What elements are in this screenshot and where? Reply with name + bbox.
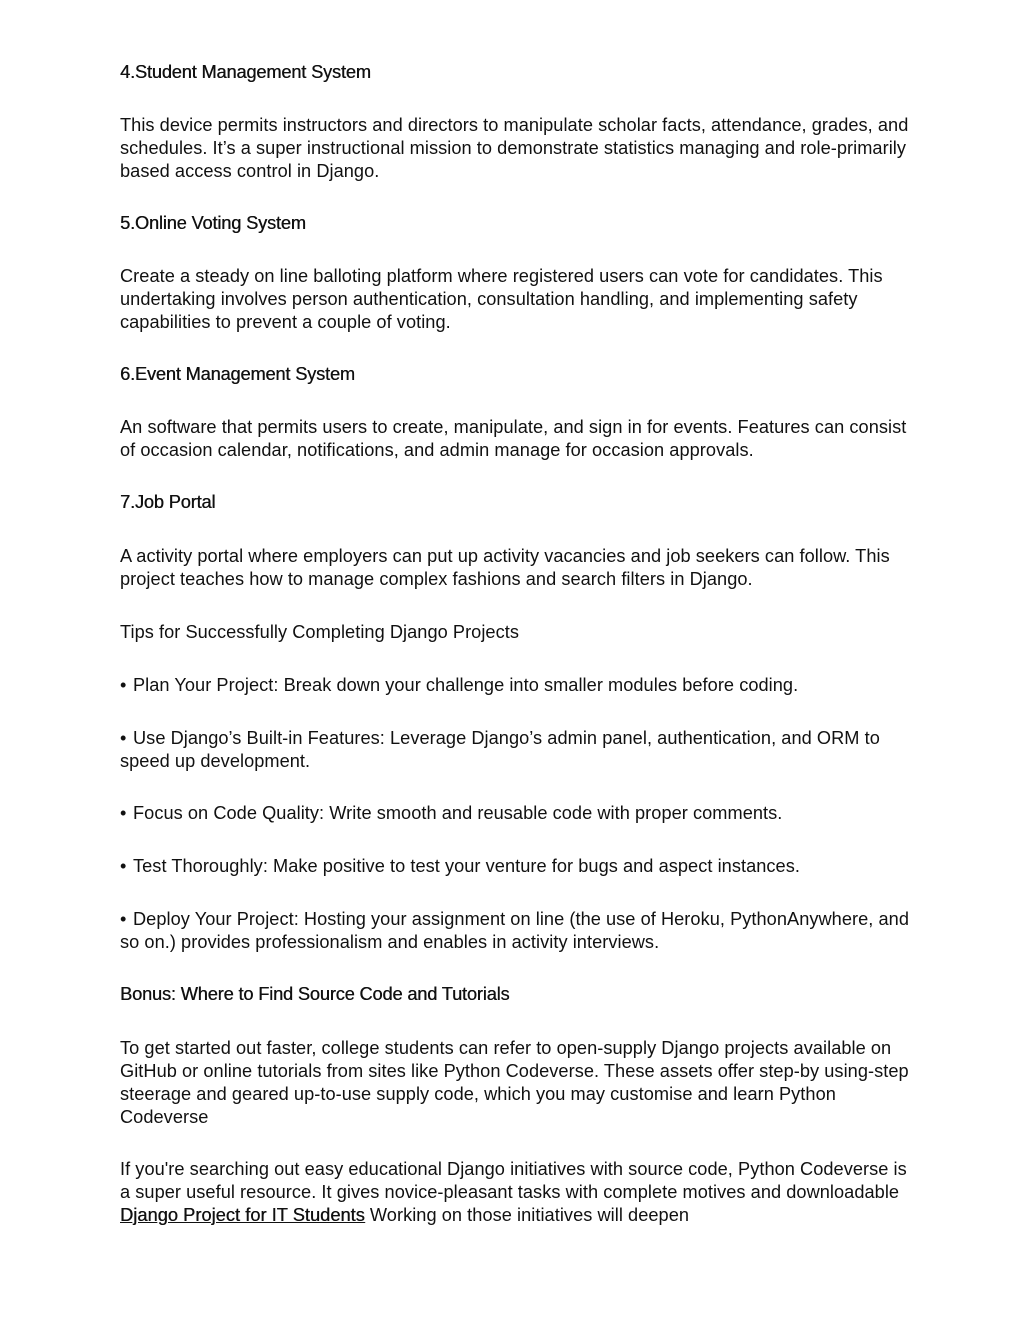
section-heading-event-management: 6.Event Management System bbox=[120, 364, 355, 384]
bullet-icon: • bbox=[120, 856, 127, 876]
bonus-heading: Bonus: Where to Find Source Code and Tutorials bbox=[120, 984, 510, 1004]
tip-text: Test Thoroughly: Make positive to test your venture for bugs and aspect instances. bbox=[133, 856, 800, 876]
tip-item-builtin-features bbox=[120, 727, 910, 773]
tip-item-deploy bbox=[120, 908, 910, 954]
bullet-icon: • bbox=[120, 728, 127, 748]
section-body-job-portal: A activity portal where employers can put up activity vacancies and job seekers can follow. This project teaches how to manage complex fashions and search filters in Django. bbox=[120, 546, 890, 589]
section-body-student-management: This device permits instructors and directors to manipulate scholar facts, attendance, grades, and schedules. It’s a super instructional mission to demonstrate statistics managing and role-primarily based access control in Django. bbox=[120, 115, 909, 181]
bullet-icon: • bbox=[120, 803, 127, 823]
bonus-body-paragraph-1: To get started out faster, college students can refer to open-supply Django projects available on GitHub or online tutorials from sites like Python Codeverse. These assets offer step-by using-step steerage and geared up-to-use supply code, which you may customise and learn Python Codeverse bbox=[120, 1038, 909, 1127]
tip-text: Use Django’s Built-in Features: Leverage Django’s admin panel, authentication, and ORM to speed up development. bbox=[120, 728, 880, 771]
tip-item-plan bbox=[120, 674, 910, 697]
paragraph-text: Working on those initiatives will deepen bbox=[364, 1205, 690, 1225]
bullet-icon: • bbox=[120, 909, 127, 929]
tips-title: Tips for Successfully Completing Django Projects bbox=[120, 622, 519, 642]
django-project-link[interactable]: Django Project for IT Students bbox=[120, 1205, 365, 1225]
section-heading-online-voting: 5.Online Voting System bbox=[120, 213, 306, 233]
section-heading-job-portal: 7.Job Portal bbox=[120, 492, 216, 512]
tip-text: Plan Your Project: Break down your challenge into smaller modules before coding. bbox=[133, 675, 799, 695]
tip-text: Deploy Your Project: Hosting your assignment on line (the use of Heroku, PythonAnywhere, and so on.) provides professionalism and enables in activity interviews. bbox=[120, 909, 909, 952]
paragraph-text: If you're searching out easy educational Django initiatives with source code, Python Codeverse is a super useful resource. It gives novice-pleasant tasks with complete motives and downloadable bbox=[120, 1159, 907, 1202]
section-body-event-management: An software that permits users to create, manipulate, and sign in for events. Features can consist of occasion calendar, notifications, and admin manage for occasion approvals. bbox=[120, 417, 907, 460]
bonus-body-paragraph-2 bbox=[120, 1158, 910, 1227]
section-body-online-voting: Create a steady on line balloting platform where registered users can vote for candidates. This undertaking involves person authentication, consultation handling, and implementing safety capabilities to prevent a couple of voting. bbox=[120, 266, 883, 332]
section-heading-student-management: 4.Student Management System bbox=[120, 62, 371, 82]
tip-text: Focus on Code Quality: Write smooth and reusable code with proper comments. bbox=[133, 803, 783, 823]
tip-item-code-quality bbox=[120, 802, 910, 825]
bullet-icon: • bbox=[120, 675, 127, 695]
tip-item-test bbox=[120, 855, 910, 878]
